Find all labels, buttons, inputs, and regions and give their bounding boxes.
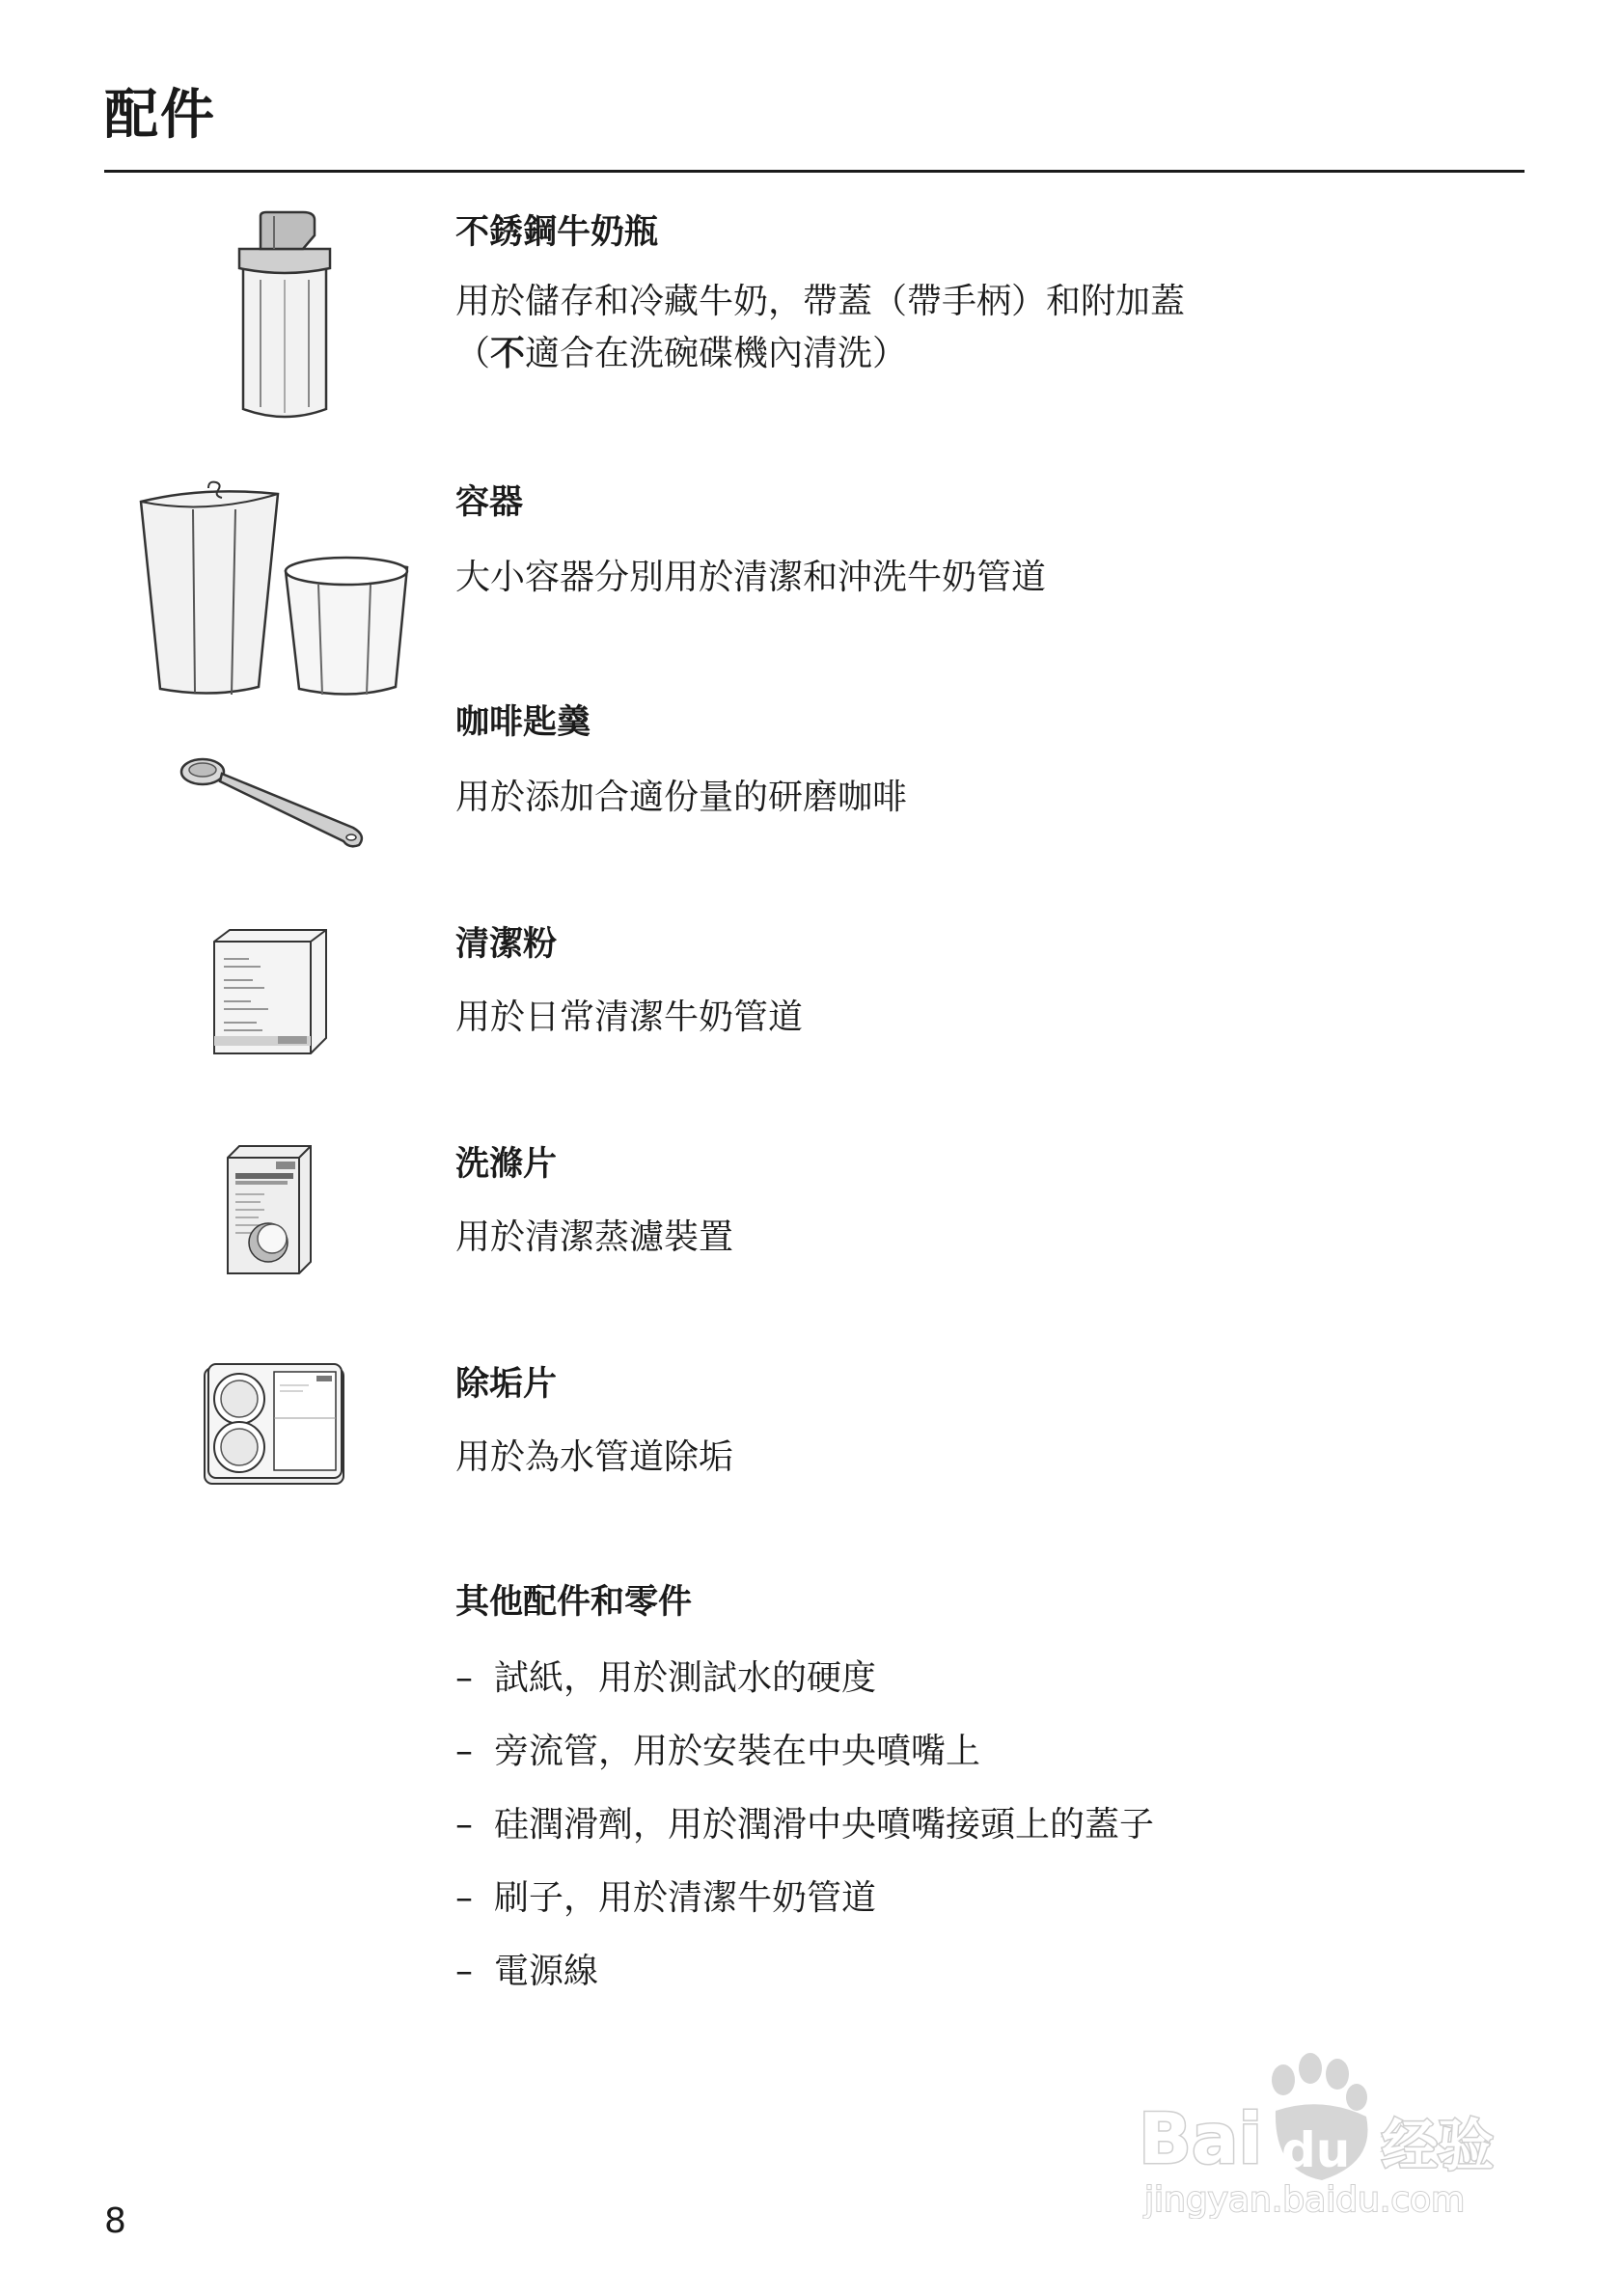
paren-open: （ — [455, 334, 491, 373]
list-item — [455, 1729, 1154, 1802]
item-description-cleaning-tablets: 用於清潔蒸濾裝置 — [455, 1217, 734, 1257]
other-accessories-list — [455, 1655, 1154, 2022]
dash-bullet: – — [455, 1952, 473, 1991]
item-heading-cleaning-powder: 清潔粉 — [455, 925, 558, 964]
descaling-tablet-blister-icon — [203, 1362, 345, 1488]
emphasis-not: 不 — [490, 334, 526, 373]
dash-bullet: – — [455, 1878, 473, 1918]
svg-text:jingyan.baidu.com: jingyan.baidu.com — [1144, 2180, 1466, 2219]
item-description-milk-flask — [455, 276, 1185, 380]
svg-text:Bai: Bai — [1139, 2098, 1263, 2179]
list-item — [455, 1875, 1154, 1949]
list-item-text: 刷子，用於清潔牛奶管道 — [494, 1878, 877, 1918]
milk-flask-icon — [232, 210, 338, 424]
item-heading-descaling-tablets: 除垢片 — [455, 1365, 558, 1404]
cleaning-tablet-pack-icon — [226, 1142, 313, 1275]
description-line — [455, 328, 1185, 380]
description-rest: 適合在洗碗碟機內清洗） — [525, 334, 908, 373]
item-description-cleaning-powder: 用於日常清潔牛奶管道 — [455, 998, 804, 1037]
list-item-text: 電源線 — [494, 1952, 599, 1991]
baidu-jingyan-watermark — [1139, 2036, 1544, 2219]
svg-text:经验: 经验 — [1382, 2113, 1495, 2178]
item-description-coffee-spoon: 用於添加合適份量的研磨咖啡 — [455, 778, 908, 817]
svg-text:du: du — [1281, 2122, 1351, 2178]
item-heading-milk-flask: 不銹鋼牛奶瓶 — [455, 213, 659, 252]
list-item-text: 旁流管，用於安裝在中央噴嘴上 — [494, 1732, 981, 1771]
coffee-spoon-icon — [179, 749, 369, 855]
cleaning-powder-box-icon — [210, 926, 330, 1057]
other-accessories-heading: 其他配件和零件 — [455, 1583, 693, 1622]
item-description-descaling-tablets: 用於為水管道除垢 — [455, 1437, 734, 1477]
item-heading-containers: 容器 — [455, 483, 524, 522]
dash-bullet: – — [455, 1658, 473, 1698]
dash-bullet: – — [455, 1805, 473, 1845]
item-heading-coffee-spoon: 咖啡匙羹 — [455, 703, 591, 742]
page-title: 配件 — [104, 84, 216, 147]
dash-bullet: – — [455, 1732, 473, 1771]
container-icon — [135, 480, 421, 708]
list-item — [455, 1655, 1154, 1729]
list-item — [455, 1949, 1154, 2022]
title-divider — [104, 170, 1525, 173]
list-item-text: 硅潤滑劑，用於潤滑中央噴嘴接頭上的蓋子 — [494, 1805, 1155, 1845]
item-heading-cleaning-tablets: 洗滌片 — [455, 1145, 558, 1184]
page-number: 8 — [104, 2201, 126, 2241]
item-description-containers: 大小容器分別用於清潔和沖洗牛奶管道 — [455, 558, 1047, 597]
description-line: 用於儲存和冷藏牛奶，帶蓋（帶手柄）和附加蓋 — [455, 282, 1186, 321]
list-item-text: 試紙，用於測試水的硬度 — [494, 1658, 877, 1698]
list-item — [455, 1802, 1154, 1875]
